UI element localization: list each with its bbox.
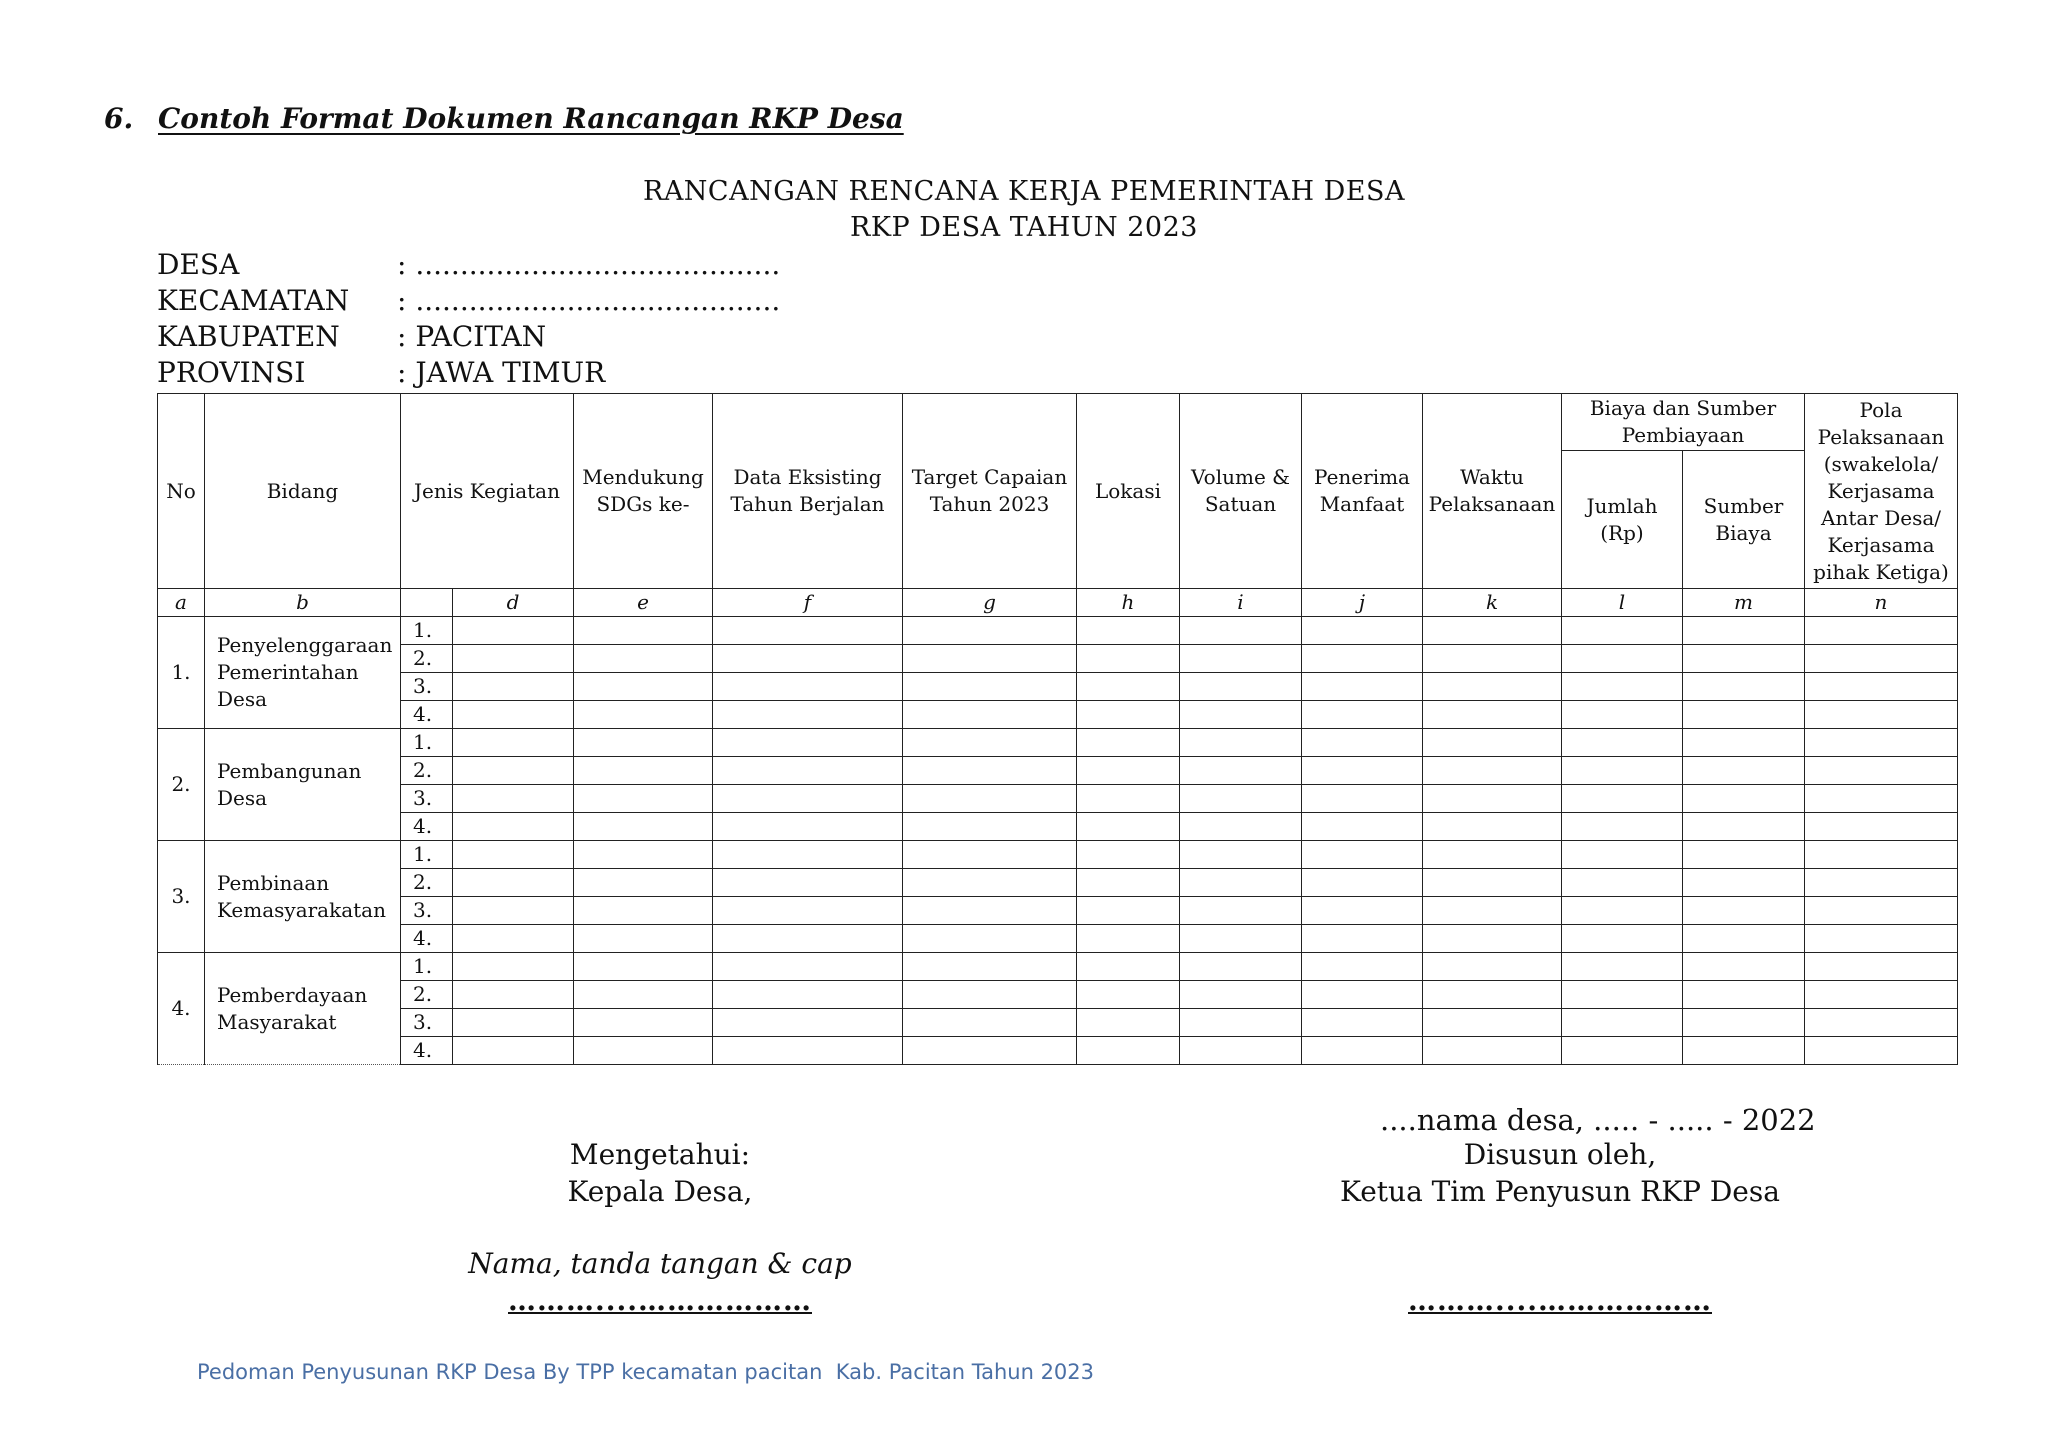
empty-cell [1302, 617, 1423, 645]
section-number: 6. [104, 102, 134, 135]
empty-cell [574, 617, 713, 645]
header-data-eksisting: Data Eksisting Tahun Berjalan [713, 394, 903, 589]
empty-cell [1302, 1037, 1423, 1065]
column-letter: m [1683, 589, 1805, 617]
empty-cell [1805, 729, 1958, 757]
identity-value: : ......................................... [397, 248, 781, 281]
empty-cell [1180, 981, 1302, 1009]
identity-row-kecamatan [157, 284, 780, 317]
header-mendukung-sdgs: Mendukung SDGs ke- [574, 394, 713, 589]
empty-cell [574, 785, 713, 813]
section-title: Contoh Format Dokumen Rancangan RKP Desa [158, 102, 904, 135]
empty-cell [1683, 1037, 1805, 1065]
empty-cell [1077, 617, 1180, 645]
row-number: 2. [158, 729, 205, 841]
empty-cell [1805, 785, 1958, 813]
empty-cell [713, 813, 903, 841]
column-letter: i [1180, 589, 1302, 617]
table-row [158, 869, 1958, 897]
column-letter: n [1805, 589, 1958, 617]
table-row [158, 757, 1958, 785]
empty-cell [1423, 897, 1562, 925]
empty-cell [1180, 617, 1302, 645]
empty-cell [574, 869, 713, 897]
sub-item-number: 3. [401, 785, 453, 813]
empty-cell [1077, 981, 1180, 1009]
identity-row-desa [157, 248, 780, 281]
empty-cell [1683, 925, 1805, 953]
sub-item-number: 1. [401, 729, 453, 757]
empty-cell [1077, 729, 1180, 757]
empty-cell [1683, 813, 1805, 841]
empty-cell [1805, 757, 1958, 785]
empty-cell [453, 841, 574, 869]
empty-cell [1805, 841, 1958, 869]
empty-cell [1077, 925, 1180, 953]
empty-cell [1302, 813, 1423, 841]
empty-cell [574, 813, 713, 841]
left-signature-block [460, 1138, 860, 1321]
empty-cell [1683, 981, 1805, 1009]
empty-cell [1683, 953, 1805, 981]
header-volume-satuan: Volume & Satuan [1180, 394, 1302, 589]
empty-cell [1180, 953, 1302, 981]
empty-cell [1562, 785, 1683, 813]
document-subtitle: RKP DESA TAHUN 2023 [850, 212, 1198, 243]
table-row [158, 925, 1958, 953]
table-row [158, 785, 1958, 813]
empty-cell [1302, 673, 1423, 701]
empty-cell [903, 925, 1077, 953]
column-letter: a [158, 589, 205, 617]
empty-cell [713, 617, 903, 645]
empty-cell [1302, 645, 1423, 673]
empty-cell [453, 757, 574, 785]
empty-cell [574, 729, 713, 757]
document-title: RANCANGAN RENCANA KERJA PEMERINTAH DESA [642, 176, 1405, 207]
empty-cell [903, 729, 1077, 757]
empty-cell [713, 869, 903, 897]
header-waktu-pelaksanaan: Waktu Pelaksanaan [1423, 394, 1562, 589]
sub-item-number: 3. [401, 673, 453, 701]
empty-cell [713, 1009, 903, 1037]
bidang-cell: Pemberdayaan Masyarakat [205, 953, 401, 1065]
empty-cell [574, 673, 713, 701]
empty-cell [1423, 953, 1562, 981]
empty-cell [1180, 897, 1302, 925]
empty-cell [1805, 645, 1958, 673]
empty-cell [1302, 981, 1423, 1009]
empty-cell [1077, 841, 1180, 869]
empty-cell [574, 897, 713, 925]
sub-item-number: 1. [401, 953, 453, 981]
section-heading [104, 102, 904, 135]
empty-cell [1562, 729, 1683, 757]
sub-item-number: 3. [401, 897, 453, 925]
empty-cell [1180, 1009, 1302, 1037]
empty-cell [453, 925, 574, 953]
empty-cell [1423, 981, 1562, 1009]
empty-cell [1423, 1037, 1562, 1065]
identity-row-provinsi [157, 356, 605, 389]
right-signature-block [1330, 1138, 1790, 1321]
empty-cell [1683, 785, 1805, 813]
table-row [158, 897, 1958, 925]
empty-cell [1805, 981, 1958, 1009]
empty-cell [1302, 925, 1423, 953]
empty-cell [453, 1037, 574, 1065]
empty-cell [1423, 1009, 1562, 1037]
empty-cell [713, 729, 903, 757]
empty-cell [903, 757, 1077, 785]
empty-cell [1562, 841, 1683, 869]
empty-cell [1423, 757, 1562, 785]
empty-cell [1423, 701, 1562, 729]
identity-value: : ......................................... [397, 284, 781, 317]
column-letter: l [1562, 589, 1683, 617]
empty-cell [903, 617, 1077, 645]
empty-cell [1683, 701, 1805, 729]
empty-cell [453, 1009, 574, 1037]
table-row [158, 673, 1958, 701]
header-no: No [158, 394, 205, 589]
bidang-cell: Pembangunan Desa [205, 729, 401, 841]
empty-cell [1805, 673, 1958, 701]
empty-cell [574, 701, 713, 729]
empty-cell [574, 757, 713, 785]
empty-cell [1302, 953, 1423, 981]
empty-cell [574, 1037, 713, 1065]
empty-cell [453, 645, 574, 673]
header-target-capaian: Target Capaian Tahun 2023 [903, 394, 1077, 589]
empty-cell [713, 1037, 903, 1065]
empty-cell [453, 785, 574, 813]
empty-cell [713, 953, 903, 981]
header-penerima-manfaat: Penerima Manfaat [1302, 394, 1423, 589]
header-jenis-kegiatan: Jenis Kegiatan [401, 394, 574, 589]
empty-cell [1077, 701, 1180, 729]
empty-cell [1077, 1037, 1180, 1065]
empty-cell [1683, 1009, 1805, 1037]
sub-item-number: 2. [401, 869, 453, 897]
sub-item-number: 2. [401, 645, 453, 673]
table-row [158, 841, 1958, 869]
empty-cell [1180, 785, 1302, 813]
empty-cell [1562, 673, 1683, 701]
empty-cell [453, 953, 574, 981]
empty-cell [1180, 757, 1302, 785]
sub-item-number: 4. [401, 925, 453, 953]
row-number: 1. [158, 617, 205, 729]
empty-cell [1423, 729, 1562, 757]
empty-cell [1562, 701, 1683, 729]
column-letter: f [713, 589, 903, 617]
empty-cell [1805, 1037, 1958, 1065]
header-pola-pelaksanaan: Pola Pelaksanaan (swakelola/ Kerjasama Antar Desa/ Kerjasama pihak Ketiga) [1805, 394, 1958, 589]
empty-cell [1562, 897, 1683, 925]
empty-cell [1562, 617, 1683, 645]
empty-cell [903, 1037, 1077, 1065]
row-number: 3. [158, 841, 205, 953]
bidang-cell: Pembinaan Kemasyarakatan [205, 841, 401, 953]
empty-cell [1805, 897, 1958, 925]
left-signature-dots: ………....……………… [508, 1284, 812, 1317]
column-letter: j [1302, 589, 1423, 617]
empty-cell [1423, 785, 1562, 813]
empty-cell [574, 925, 713, 953]
empty-cell [453, 673, 574, 701]
empty-cell [1562, 757, 1683, 785]
empty-cell [1423, 813, 1562, 841]
empty-cell [1302, 757, 1423, 785]
empty-cell [574, 981, 713, 1009]
identity-label: KECAMATAN [157, 284, 350, 317]
empty-cell [1302, 701, 1423, 729]
page-footer: Pedoman Penyusunan RKP Desa By TPP kecamatan pacitan Kab. Pacitan Tahun 2023 [197, 1360, 1095, 1384]
empty-cell [1423, 869, 1562, 897]
empty-cell [1562, 1009, 1683, 1037]
header-sumber-biaya: Sumber Biaya [1683, 451, 1805, 589]
empty-cell [1805, 925, 1958, 953]
empty-cell [1683, 869, 1805, 897]
empty-cell [1683, 841, 1805, 869]
empty-cell [1423, 645, 1562, 673]
empty-cell [1077, 953, 1180, 981]
empty-cell [1805, 953, 1958, 981]
empty-cell [1077, 897, 1180, 925]
empty-cell [1180, 701, 1302, 729]
column-letter-row [158, 589, 1958, 617]
identity-label: PROVINSI [157, 356, 306, 389]
sub-item-number: 1. [401, 617, 453, 645]
empty-cell [713, 673, 903, 701]
table-row [158, 701, 1958, 729]
empty-cell [1180, 1037, 1302, 1065]
row-number: 4. [158, 953, 205, 1065]
empty-cell [574, 1009, 713, 1037]
rkp-table [157, 393, 1958, 1065]
empty-cell [453, 729, 574, 757]
sub-item-number: 3. [401, 1009, 453, 1037]
header-jumlah: Jumlah (Rp) [1562, 451, 1683, 589]
empty-cell [1180, 841, 1302, 869]
empty-cell [903, 953, 1077, 981]
column-letter [401, 589, 453, 617]
empty-cell [903, 813, 1077, 841]
bidang-cell: Penyelenggaraan Pemerintahan Desa [205, 617, 401, 729]
empty-cell [1077, 1009, 1180, 1037]
column-letter: d [453, 589, 574, 617]
empty-cell [453, 701, 574, 729]
empty-cell [1562, 813, 1683, 841]
empty-cell [1302, 897, 1423, 925]
empty-cell [1562, 1037, 1683, 1065]
empty-cell [903, 869, 1077, 897]
column-letter: h [1077, 589, 1180, 617]
date-line: ....nama desa, ..... - ..... - 2022 [1380, 1103, 1816, 1137]
empty-cell [1180, 869, 1302, 897]
table-row [158, 1009, 1958, 1037]
empty-cell [1423, 841, 1562, 869]
empty-cell [1683, 729, 1805, 757]
empty-cell [713, 645, 903, 673]
empty-cell [903, 701, 1077, 729]
empty-cell [1805, 1009, 1958, 1037]
empty-cell [1562, 925, 1683, 953]
empty-cell [1077, 785, 1180, 813]
empty-cell [1562, 981, 1683, 1009]
table-row [158, 953, 1958, 981]
empty-cell [903, 981, 1077, 1009]
empty-cell [453, 981, 574, 1009]
empty-cell [1805, 617, 1958, 645]
left-signature-name-hint: Nama, tanda tangan & cap [468, 1247, 852, 1280]
empty-cell [1180, 673, 1302, 701]
empty-cell [1683, 897, 1805, 925]
empty-cell [1562, 953, 1683, 981]
empty-cell [1077, 645, 1180, 673]
empty-cell [1683, 673, 1805, 701]
empty-cell [574, 841, 713, 869]
table-body [158, 617, 1958, 1065]
empty-cell [713, 981, 903, 1009]
table-row [158, 813, 1958, 841]
identity-label: DESA [157, 248, 240, 281]
empty-cell [713, 701, 903, 729]
empty-cell [903, 841, 1077, 869]
table-row [158, 617, 1958, 645]
sub-item-number: 4. [401, 813, 453, 841]
table-row [158, 729, 1958, 757]
empty-cell [1077, 869, 1180, 897]
empty-cell [1562, 645, 1683, 673]
empty-cell [713, 785, 903, 813]
header-biaya-group: Biaya dan Sumber Pembiayaan [1562, 394, 1805, 451]
empty-cell [1423, 617, 1562, 645]
empty-cell [1562, 869, 1683, 897]
right-signature-line1: Disusun oleh, [1463, 1138, 1657, 1171]
empty-cell [903, 645, 1077, 673]
empty-cell [1302, 869, 1423, 897]
empty-cell [903, 897, 1077, 925]
identity-row-kabupaten [157, 320, 546, 353]
empty-cell [1683, 617, 1805, 645]
header-lokasi: Lokasi [1077, 394, 1180, 589]
column-letter: b [205, 589, 401, 617]
table-row [158, 981, 1958, 1009]
empty-cell [1805, 869, 1958, 897]
empty-cell [1077, 813, 1180, 841]
empty-cell [453, 869, 574, 897]
empty-cell [1683, 757, 1805, 785]
empty-cell [1423, 673, 1562, 701]
right-signature-dots: ………....……………… [1408, 1284, 1712, 1317]
empty-cell [1180, 925, 1302, 953]
empty-cell [1805, 701, 1958, 729]
sub-item-number: 4. [401, 701, 453, 729]
empty-cell [713, 841, 903, 869]
empty-cell [574, 645, 713, 673]
identity-value: : PACITAN [397, 320, 547, 353]
empty-cell [453, 897, 574, 925]
empty-cell [713, 757, 903, 785]
empty-cell [1077, 757, 1180, 785]
identity-value: : JAWA TIMUR [397, 356, 606, 389]
empty-cell [453, 813, 574, 841]
left-signature-line2: Kepala Desa, [567, 1175, 753, 1208]
sub-item-number: 2. [401, 981, 453, 1009]
empty-cell [1180, 729, 1302, 757]
empty-cell [453, 617, 574, 645]
identity-label: KABUPATEN [157, 320, 340, 353]
sub-item-number: 1. [401, 841, 453, 869]
empty-cell [1077, 673, 1180, 701]
empty-cell [1302, 729, 1423, 757]
empty-cell [713, 897, 903, 925]
empty-cell [903, 673, 1077, 701]
empty-cell [1683, 645, 1805, 673]
empty-cell [1302, 785, 1423, 813]
empty-cell [713, 925, 903, 953]
empty-cell [574, 953, 713, 981]
empty-cell [1423, 925, 1562, 953]
table-row [158, 645, 1958, 673]
column-letter: k [1423, 589, 1562, 617]
table-row [158, 1037, 1958, 1065]
left-signature-line1: Mengetahui: [569, 1138, 751, 1171]
column-letter: e [574, 589, 713, 617]
empty-cell [1180, 813, 1302, 841]
header-bidang: Bidang [205, 394, 401, 589]
right-signature-line2: Ketua Tim Penyusun RKP Desa [1340, 1175, 1780, 1208]
column-letter: g [903, 589, 1077, 617]
sub-item-number: 2. [401, 757, 453, 785]
empty-cell [1805, 813, 1958, 841]
empty-cell [1302, 1009, 1423, 1037]
empty-cell [903, 785, 1077, 813]
empty-cell [903, 1009, 1077, 1037]
empty-cell [1302, 841, 1423, 869]
empty-cell [1180, 645, 1302, 673]
sub-item-number: 4. [401, 1037, 453, 1065]
